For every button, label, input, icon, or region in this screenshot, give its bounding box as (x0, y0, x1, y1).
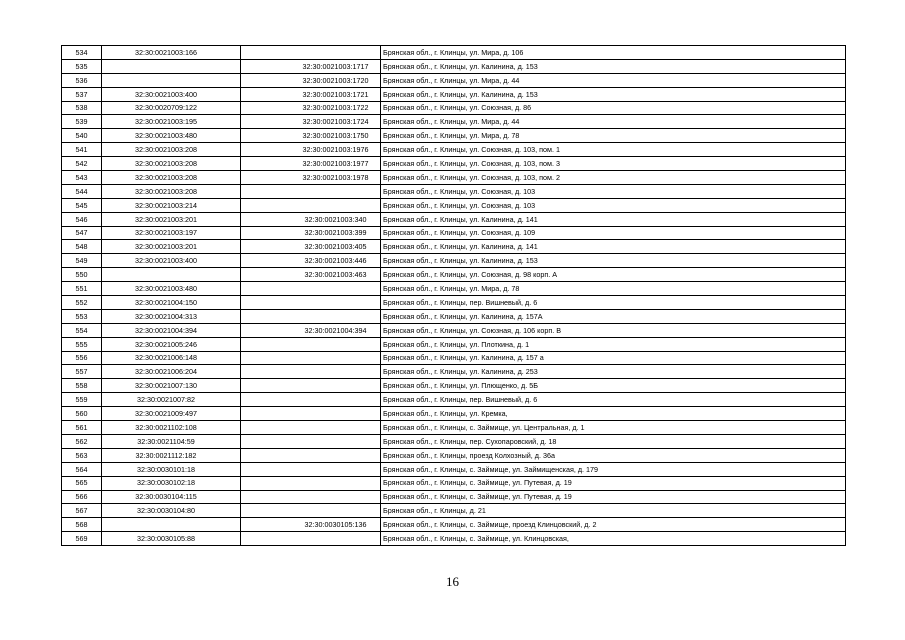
row-number-cell: 558 (62, 379, 102, 393)
row-number-cell: 541 (62, 143, 102, 157)
cadastral-table (61, 45, 846, 546)
cadastral-number-cell: 32:30:0030104:115 (102, 490, 241, 504)
table-row (62, 129, 846, 143)
table-row (62, 518, 846, 532)
address-cell: Брянская обл., г. Клинцы, ул. Мира, д. 44 (381, 73, 846, 87)
table-row (62, 296, 846, 310)
object-cadastral-number-cell: 32:30:0021003:463 (241, 268, 381, 282)
row-number-cell: 564 (62, 462, 102, 476)
cadastral-number-cell: 32:30:0020709:122 (102, 101, 241, 115)
cadastral-number-cell: 32:30:0021004:313 (102, 309, 241, 323)
row-number-cell: 566 (62, 490, 102, 504)
address-cell: Брянская обл., г. Клинцы, д. 21 (381, 504, 846, 518)
table-row (62, 171, 846, 185)
address-cell: Брянская обл., г. Клинцы, проезд Колхозный, д. 36а (381, 448, 846, 462)
object-cadastral-number-cell: 32:30:0030105:136 (241, 518, 381, 532)
cadastral-number-cell (102, 59, 241, 73)
cadastral-number-cell: 32:30:0021003:197 (102, 226, 241, 240)
cadastral-number-cell: 32:30:0021003:195 (102, 115, 241, 129)
address-cell: Брянская обл., г. Клинцы, ул. Плющенко, д. 5Б (381, 379, 846, 393)
cadastral-number-cell: 32:30:0021003:480 (102, 282, 241, 296)
address-cell: Брянская обл., г. Клинцы, ул. Калинина, д. 153 (381, 254, 846, 268)
table-row (62, 254, 846, 268)
row-number-cell: 547 (62, 226, 102, 240)
object-cadastral-number-cell (241, 490, 381, 504)
row-number-cell: 537 (62, 87, 102, 101)
object-cadastral-number-cell (241, 198, 381, 212)
table-row (62, 365, 846, 379)
table-row (62, 46, 846, 60)
row-number-cell: 534 (62, 46, 102, 60)
row-number-cell: 542 (62, 157, 102, 171)
row-number-cell: 563 (62, 448, 102, 462)
cadastral-number-cell (102, 268, 241, 282)
object-cadastral-number-cell (241, 434, 381, 448)
table-row (62, 448, 846, 462)
object-cadastral-number-cell (241, 282, 381, 296)
cadastral-number-cell: 32:30:0030102:18 (102, 476, 241, 490)
row-number-cell: 551 (62, 282, 102, 296)
cadastral-number-cell: 32:30:0021003:214 (102, 198, 241, 212)
table-row (62, 462, 846, 476)
cadastral-number-cell: 32:30:0021003:201 (102, 212, 241, 226)
address-cell: Брянская обл., г. Клинцы, ул. Калинина, д. 253 (381, 365, 846, 379)
row-number-cell: 546 (62, 212, 102, 226)
table-row (62, 115, 846, 129)
address-cell: Брянская обл., г. Клинцы, ул. Союзная, д. 98 корп. А (381, 268, 846, 282)
cadastral-number-cell: 32:30:0021007:82 (102, 393, 241, 407)
object-cadastral-number-cell (241, 393, 381, 407)
address-cell: Брянская обл., г. Клинцы, ул. Союзная, д. 103, пом. 3 (381, 157, 846, 171)
cadastral-number-cell: 32:30:0030104:80 (102, 504, 241, 518)
cadastral-table-body (62, 46, 846, 546)
address-cell: Брянская обл., г. Клинцы, с. Займище, ул. Займищенская, д. 179 (381, 462, 846, 476)
cadastral-number-cell (102, 518, 241, 532)
table-row (62, 490, 846, 504)
address-cell: Брянская обл., г. Клинцы, ул. Союзная, д. 103, пом. 2 (381, 171, 846, 185)
address-cell: Брянская обл., г. Клинцы, с. Займище, ул. Путевая, д. 19 (381, 476, 846, 490)
object-cadastral-number-cell: 32:30:0021003:1976 (241, 143, 381, 157)
address-cell: Брянская обл., г. Клинцы, ул. Плоткина, д. 1 (381, 337, 846, 351)
table-row (62, 421, 846, 435)
row-number-cell: 560 (62, 407, 102, 421)
object-cadastral-number-cell: 32:30:0021003:1721 (241, 87, 381, 101)
table-row (62, 143, 846, 157)
address-cell: Брянская обл., г. Клинцы, ул. Союзная, д. 103 (381, 184, 846, 198)
object-cadastral-number-cell: 32:30:0021004:394 (241, 323, 381, 337)
cadastral-number-cell: 32:30:0021003:166 (102, 46, 241, 60)
row-number-cell: 567 (62, 504, 102, 518)
object-cadastral-number-cell (241, 462, 381, 476)
row-number-cell: 562 (62, 434, 102, 448)
table-row (62, 309, 846, 323)
address-cell: Брянская обл., г. Клинцы, ул. Калинина, д. 157А (381, 309, 846, 323)
cadastral-number-cell: 32:30:0021003:208 (102, 143, 241, 157)
cadastral-number-cell: 32:30:0021007:130 (102, 379, 241, 393)
object-cadastral-number-cell: 32:30:0021003:1720 (241, 73, 381, 87)
object-cadastral-number-cell (241, 351, 381, 365)
cadastral-number-cell: 32:30:0021003:208 (102, 157, 241, 171)
row-number-cell: 550 (62, 268, 102, 282)
cadastral-number-cell: 32:30:0021009:497 (102, 407, 241, 421)
row-number-cell: 559 (62, 393, 102, 407)
address-cell: Брянская обл., г. Клинцы, ул. Союзная, д. 103 (381, 198, 846, 212)
table-row (62, 323, 846, 337)
cadastral-number-cell: 32:30:0021003:480 (102, 129, 241, 143)
cadastral-number-cell: 32:30:0021005:246 (102, 337, 241, 351)
address-cell: Брянская обл., г. Клинцы, ул. Калинина, д. 153 (381, 59, 846, 73)
table-row (62, 393, 846, 407)
row-number-cell: 568 (62, 518, 102, 532)
table-row (62, 504, 846, 518)
cadastral-number-cell: 32:30:0021112:182 (102, 448, 241, 462)
address-cell: Брянская обл., г. Клинцы, с. Займище, ул. Клинцовская, (381, 532, 846, 546)
object-cadastral-number-cell: 32:30:0021003:1750 (241, 129, 381, 143)
object-cadastral-number-cell (241, 184, 381, 198)
object-cadastral-number-cell (241, 337, 381, 351)
row-number-cell: 540 (62, 129, 102, 143)
row-number-cell: 549 (62, 254, 102, 268)
table-row (62, 198, 846, 212)
object-cadastral-number-cell (241, 296, 381, 310)
table-row (62, 59, 846, 73)
address-cell: Брянская обл., г. Клинцы, пер. Вишневый, д. 6 (381, 393, 846, 407)
address-cell: Брянская обл., г. Клинцы, ул. Кремка, (381, 407, 846, 421)
cadastral-number-cell: 32:30:0021104:59 (102, 434, 241, 448)
object-cadastral-number-cell: 32:30:0021003:405 (241, 240, 381, 254)
table-row (62, 532, 846, 546)
cadastral-number-cell: 32:30:0021004:150 (102, 296, 241, 310)
row-number-cell: 543 (62, 171, 102, 185)
row-number-cell: 557 (62, 365, 102, 379)
address-cell: Брянская обл., г. Клинцы, ул. Союзная, д. 103, пом. 1 (381, 143, 846, 157)
row-number-cell: 536 (62, 73, 102, 87)
object-cadastral-number-cell (241, 448, 381, 462)
object-cadastral-number-cell: 32:30:0021003:1717 (241, 59, 381, 73)
table-row (62, 407, 846, 421)
table-row (62, 476, 846, 490)
address-cell: Брянская обл., г. Клинцы, с. Займище, проезд Клинцовский, д. 2 (381, 518, 846, 532)
object-cadastral-number-cell (241, 504, 381, 518)
object-cadastral-number-cell (241, 407, 381, 421)
row-number-cell: 565 (62, 476, 102, 490)
cadastral-number-cell: 32:30:0021003:208 (102, 184, 241, 198)
row-number-cell: 561 (62, 421, 102, 435)
table-row (62, 351, 846, 365)
row-number-cell: 545 (62, 198, 102, 212)
object-cadastral-number-cell (241, 46, 381, 60)
cadastral-number-cell: 32:30:0021003:208 (102, 171, 241, 185)
cadastral-number-cell: 32:30:0021006:148 (102, 351, 241, 365)
cadastral-number-cell: 32:30:0021102:108 (102, 421, 241, 435)
table-row (62, 184, 846, 198)
object-cadastral-number-cell (241, 421, 381, 435)
cadastral-number-cell: 32:30:0030101:18 (102, 462, 241, 476)
cadastral-number-cell: 32:30:0021003:400 (102, 87, 241, 101)
row-number-cell: 556 (62, 351, 102, 365)
address-cell: Брянская обл., г. Клинцы, ул. Мира, д. 78 (381, 129, 846, 143)
object-cadastral-number-cell (241, 309, 381, 323)
page-number: 16 (446, 574, 459, 589)
row-number-cell: 544 (62, 184, 102, 198)
table-row (62, 337, 846, 351)
row-number-cell: 535 (62, 59, 102, 73)
table-row (62, 379, 846, 393)
table-row (62, 73, 846, 87)
address-cell: Брянская обл., г. Клинцы, ул. Калинина, д. 141 (381, 240, 846, 254)
object-cadastral-number-cell (241, 379, 381, 393)
cadastral-number-cell: 32:30:0030105:88 (102, 532, 241, 546)
table-row (62, 157, 846, 171)
cadastral-number-cell: 32:30:0021006:204 (102, 365, 241, 379)
row-number-cell: 538 (62, 101, 102, 115)
address-cell: Брянская обл., г. Клинцы, ул. Союзная, д. 109 (381, 226, 846, 240)
row-number-cell: 553 (62, 309, 102, 323)
address-cell: Брянская обл., г. Клинцы, ул. Мира, д. 78 (381, 282, 846, 296)
object-cadastral-number-cell (241, 365, 381, 379)
object-cadastral-number-cell (241, 476, 381, 490)
address-cell: Брянская обл., г. Клинцы, ул. Калинина, д. 153 (381, 87, 846, 101)
object-cadastral-number-cell: 32:30:0021003:1978 (241, 171, 381, 185)
object-cadastral-number-cell: 32:30:0021003:1722 (241, 101, 381, 115)
cadastral-number-cell: 32:30:0021003:201 (102, 240, 241, 254)
object-cadastral-number-cell: 32:30:0021003:399 (241, 226, 381, 240)
row-number-cell: 554 (62, 323, 102, 337)
cadastral-number-cell: 32:30:0021004:394 (102, 323, 241, 337)
table-row (62, 101, 846, 115)
row-number-cell: 552 (62, 296, 102, 310)
object-cadastral-number-cell (241, 532, 381, 546)
object-cadastral-number-cell: 32:30:0021003:446 (241, 254, 381, 268)
table-row (62, 282, 846, 296)
address-cell: Брянская обл., г. Клинцы, ул. Мира, д. 106 (381, 46, 846, 60)
address-cell: Брянская обл., г. Клинцы, ул. Союзная, д. 106 корп. В (381, 323, 846, 337)
table-row (62, 226, 846, 240)
address-cell: Брянская обл., г. Клинцы, ул. Калинина, д. 157 а (381, 351, 846, 365)
table-row (62, 212, 846, 226)
row-number-cell: 548 (62, 240, 102, 254)
object-cadastral-number-cell: 32:30:0021003:1724 (241, 115, 381, 129)
address-cell: Брянская обл., г. Клинцы, ул. Мира, д. 44 (381, 115, 846, 129)
address-cell: Брянская обл., г. Клинцы, ул. Калинина, д. 141 (381, 212, 846, 226)
row-number-cell: 539 (62, 115, 102, 129)
address-cell: Брянская обл., г. Клинцы, ул. Союзная, д. 86 (381, 101, 846, 115)
table-row (62, 434, 846, 448)
address-cell: Брянская обл., г. Клинцы, пер. Вишневый, д. 6 (381, 296, 846, 310)
cadastral-number-cell: 32:30:0021003:400 (102, 254, 241, 268)
address-cell: Брянская обл., г. Клинцы, с. Займище, ул. Путевая, д. 19 (381, 490, 846, 504)
row-number-cell: 569 (62, 532, 102, 546)
table-row (62, 240, 846, 254)
address-cell: Брянская обл., г. Клинцы, с. Займище, ул. Центральная, д. 1 (381, 421, 846, 435)
cadastral-number-cell (102, 73, 241, 87)
object-cadastral-number-cell: 32:30:0021003:340 (241, 212, 381, 226)
row-number-cell: 555 (62, 337, 102, 351)
object-cadastral-number-cell: 32:30:0021003:1977 (241, 157, 381, 171)
table-row (62, 87, 846, 101)
table-row (62, 268, 846, 282)
address-cell: Брянская обл., г. Клинцы, пер. Сухопаровский, д. 18 (381, 434, 846, 448)
